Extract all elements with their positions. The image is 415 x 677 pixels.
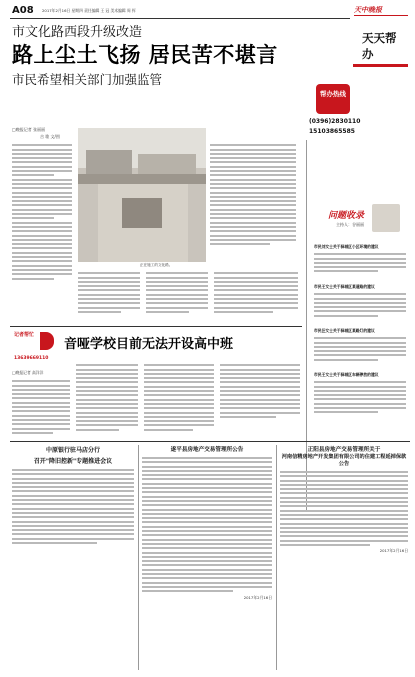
story2-col3 [144, 362, 214, 433]
story2-col2 [76, 362, 138, 433]
notice-3-title2: 河南信精房地产开发集团有限公司的住建工程延掉保款公告 [281, 454, 407, 467]
qa-host: 主持人：谷丽丽 [336, 222, 364, 227]
host-avatar [372, 204, 400, 232]
photo-caption: 正在施工的文化路。 [140, 263, 173, 267]
qa-item-title: 市民王女士关于驿城区某道路的建议 [314, 284, 375, 289]
column-title: 天天帮办 [362, 31, 397, 61]
story2-byline: □晚报记者 高洋洋 [12, 370, 44, 375]
hotline-box [314, 84, 352, 134]
lead-byline: □晚报记者 张丽丽 [12, 127, 46, 132]
notice-3 [280, 445, 408, 554]
lead-byline-2: 吉 歌 文/图 [40, 134, 60, 139]
story2-col1 [12, 378, 70, 436]
notice-2 [142, 445, 272, 601]
lead-body-col3 [78, 270, 140, 315]
lead-headline: 路上尘土飞扬 居民苦不堪言 [12, 43, 278, 67]
qa-item-title: 市民刘女士关于驿城区小区环境的建议 [314, 244, 379, 249]
reporter-badge [12, 330, 56, 366]
notice-2-date: 2017年2月16日 [243, 594, 272, 600]
notice-1 [12, 445, 134, 546]
notice-3-date: 2017年2月16日 [379, 548, 408, 554]
brand-logo [352, 2, 410, 22]
qa-title: 问题收录 [328, 211, 365, 221]
lead-subhead: 市民希望相关部门加强监管 [12, 72, 163, 87]
qa-item-title: 市民汪女士关于驿城区某路灯的建议 [314, 328, 375, 333]
story2-col4 [220, 362, 300, 420]
badge-label: 记者帮忙 [14, 332, 35, 338]
page-number: A08 [12, 5, 34, 16]
lead-body-col2 [210, 142, 296, 247]
phone-icon [316, 84, 350, 114]
notice-1-title: 中原银行驻马店分行 [45, 447, 100, 454]
hotline-title: 帮办热线 [320, 90, 346, 98]
notice-3-title: 正阳县房地产交易管理所关于 [307, 447, 381, 453]
lead-photo [78, 128, 206, 262]
lead-body-col1 [12, 142, 72, 282]
badge-phone: 13639669110 [14, 356, 49, 361]
megaphone-icon [40, 332, 54, 350]
story2-headline: 音哑学校目前无法开设高中班 [64, 337, 234, 352]
hotline-phone1: (0396)2830110 [309, 118, 361, 125]
header-meta: 2017年2月16日 星期四 责任编辑 王 冠 美术编辑 周 挥 [42, 8, 136, 13]
notice-1-title2: 召开"降旧控新"专题推进会议 [33, 458, 113, 465]
brand-text: 天中晚报 [354, 5, 382, 14]
lead-body-col5 [214, 270, 298, 315]
hotline-phone2: 15103865585 [309, 128, 355, 135]
lead-body-col4 [146, 270, 208, 315]
qa-item-title: 市民王女士关于驿城区车辆停放的建议 [314, 372, 379, 377]
notice-2-title: 遂平县房地产交易管理所公告 [170, 447, 244, 453]
lead-kicker: 市文化路西段升级改造 [12, 25, 143, 40]
